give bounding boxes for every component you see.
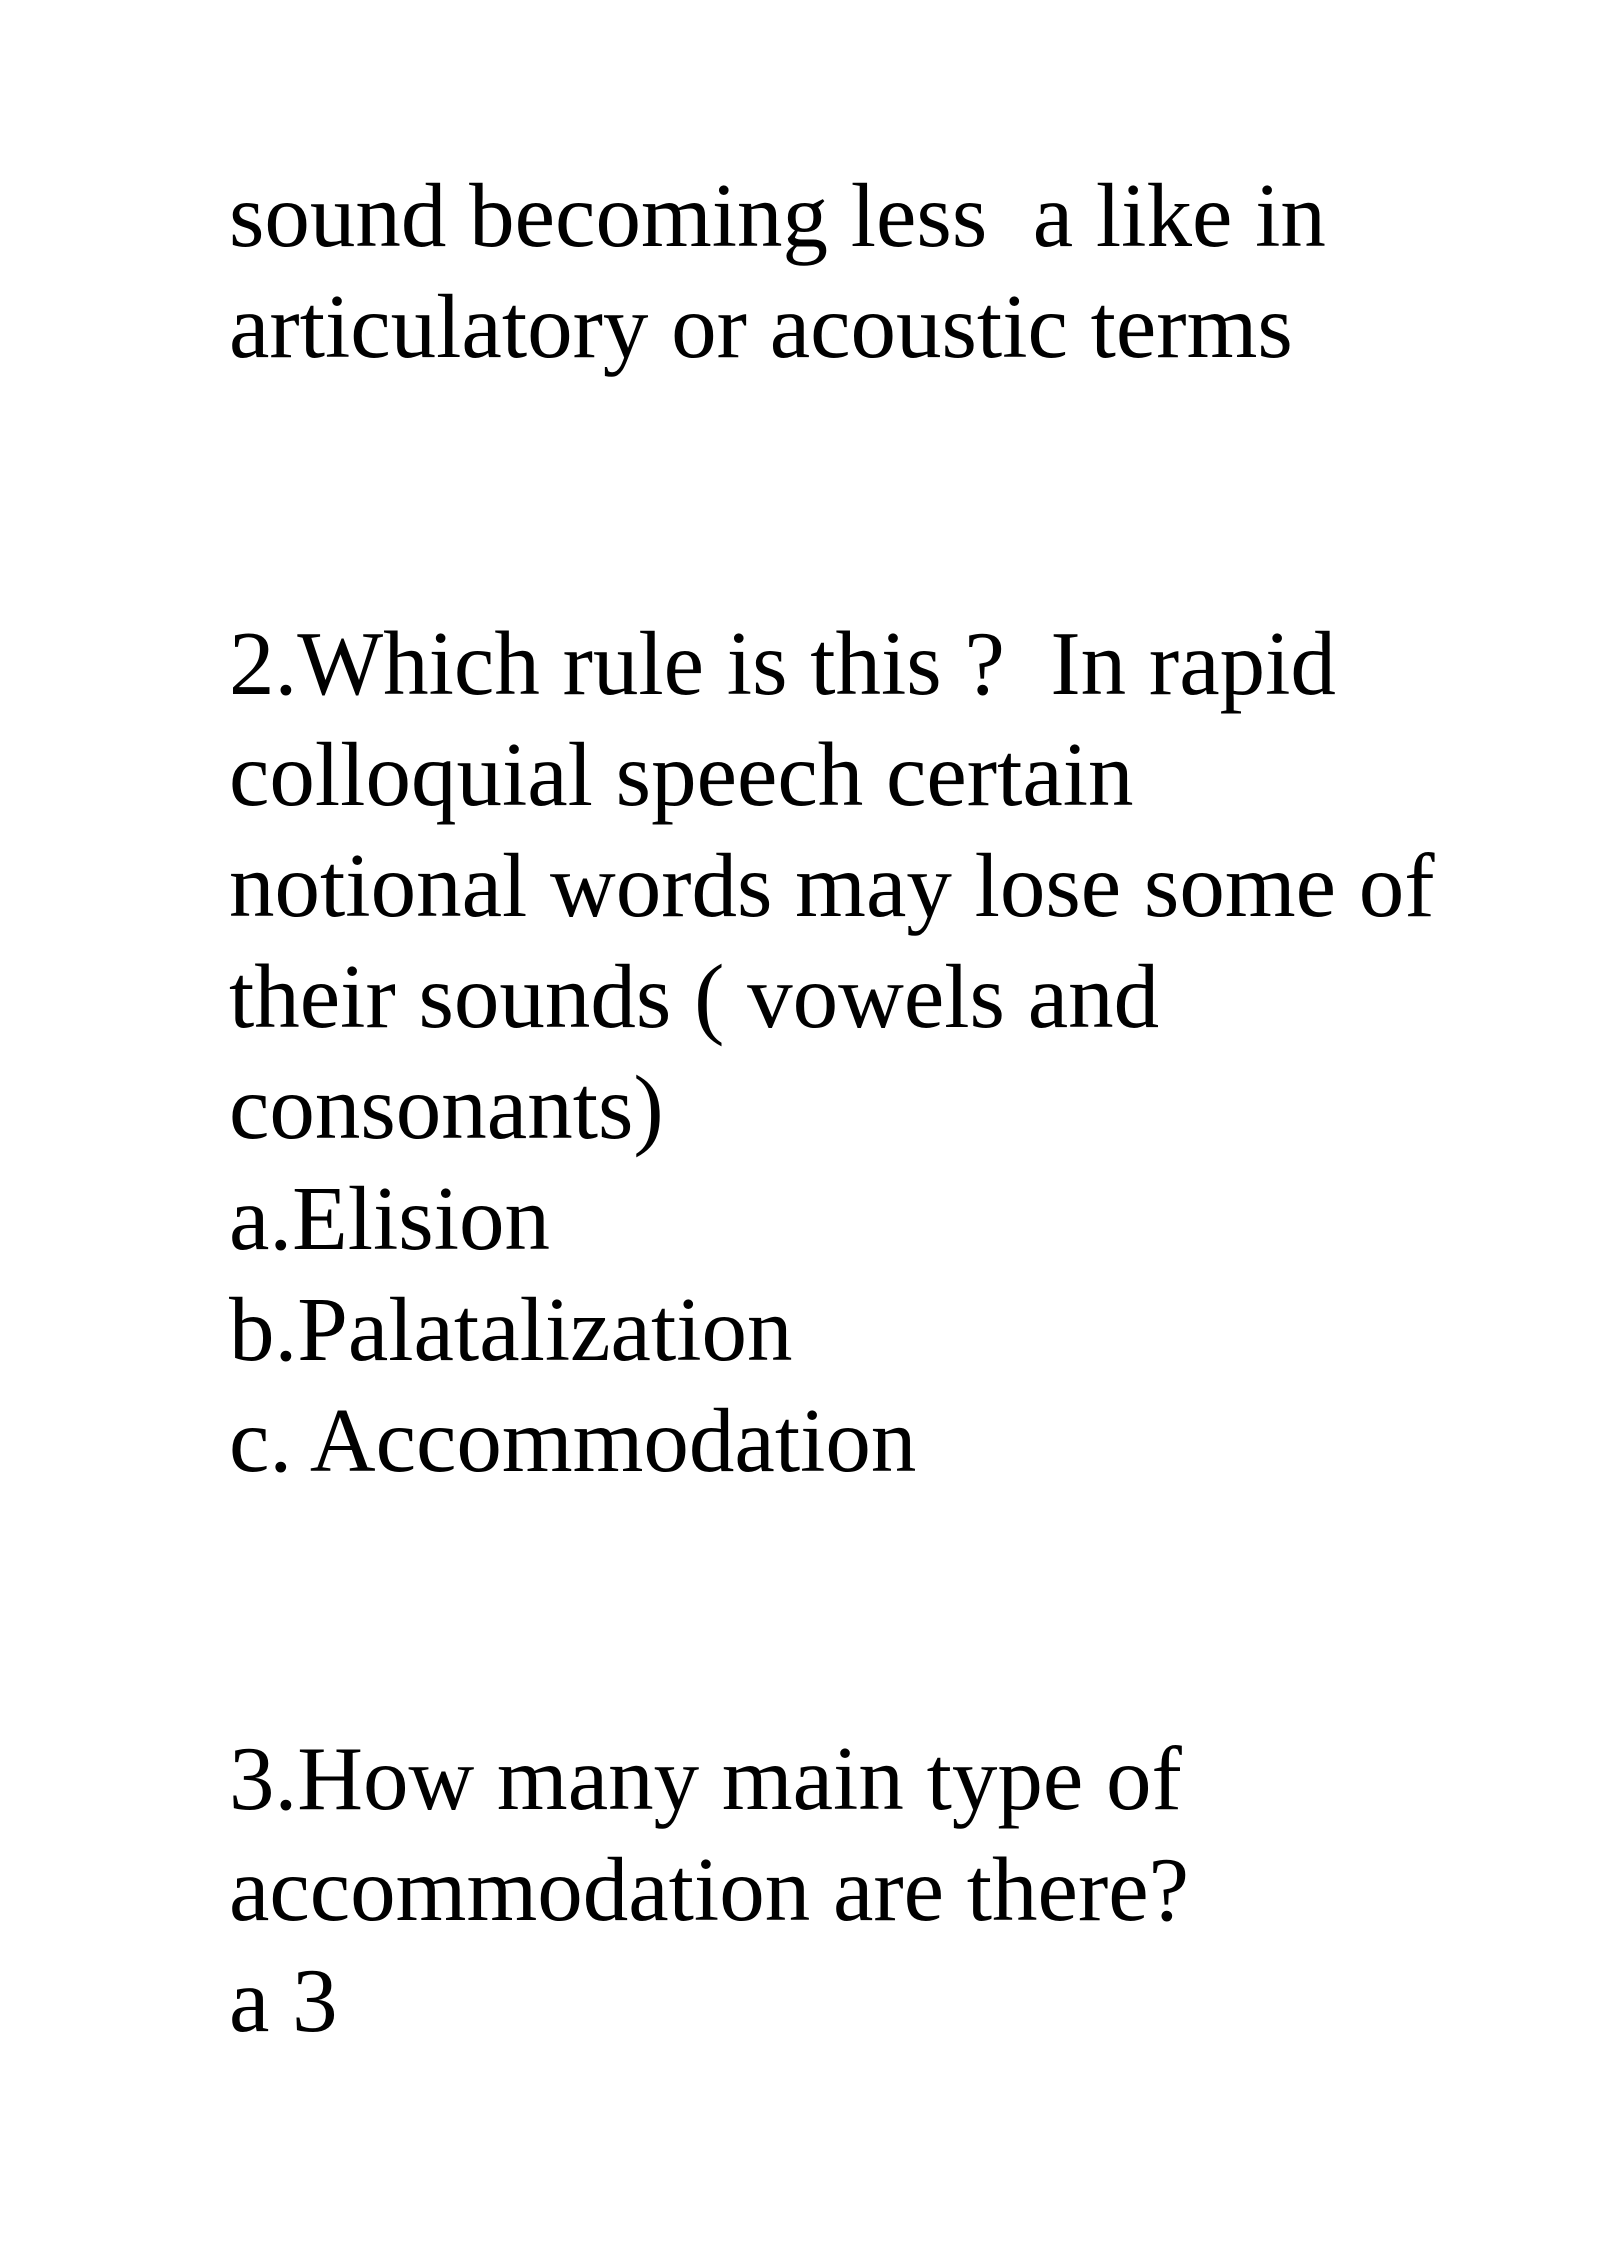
question-1-fragment: [229, 160, 1569, 382]
text-line: articulatory or acoustic terms: [229, 276, 1293, 377]
question-stem-line: colloquial speech certain: [229, 724, 1134, 825]
question-stem-line: accommodation are there?: [229, 1839, 1190, 1940]
question-3: [229, 1723, 1569, 2056]
text-line: sound becoming less a like in: [229, 165, 1326, 266]
answer-option-c: c. Accommodation: [229, 1390, 917, 1491]
answer-option-b: b.Palatalization: [229, 1279, 793, 1380]
question-stem-line: 2.Which rule is this ? In rapid: [229, 613, 1336, 714]
answer-option-a: a 3: [229, 1950, 338, 2051]
question-2: [229, 608, 1569, 1496]
answer-option-a: a.Elision: [229, 1168, 550, 1269]
question-stem-line: notional words may lose some of: [229, 835, 1435, 936]
question-stem-line: their sounds ( vowels and: [229, 946, 1160, 1047]
question-stem-line: 3.How many main type of: [229, 1728, 1182, 1829]
question-stem-line: consonants): [229, 1057, 664, 1158]
